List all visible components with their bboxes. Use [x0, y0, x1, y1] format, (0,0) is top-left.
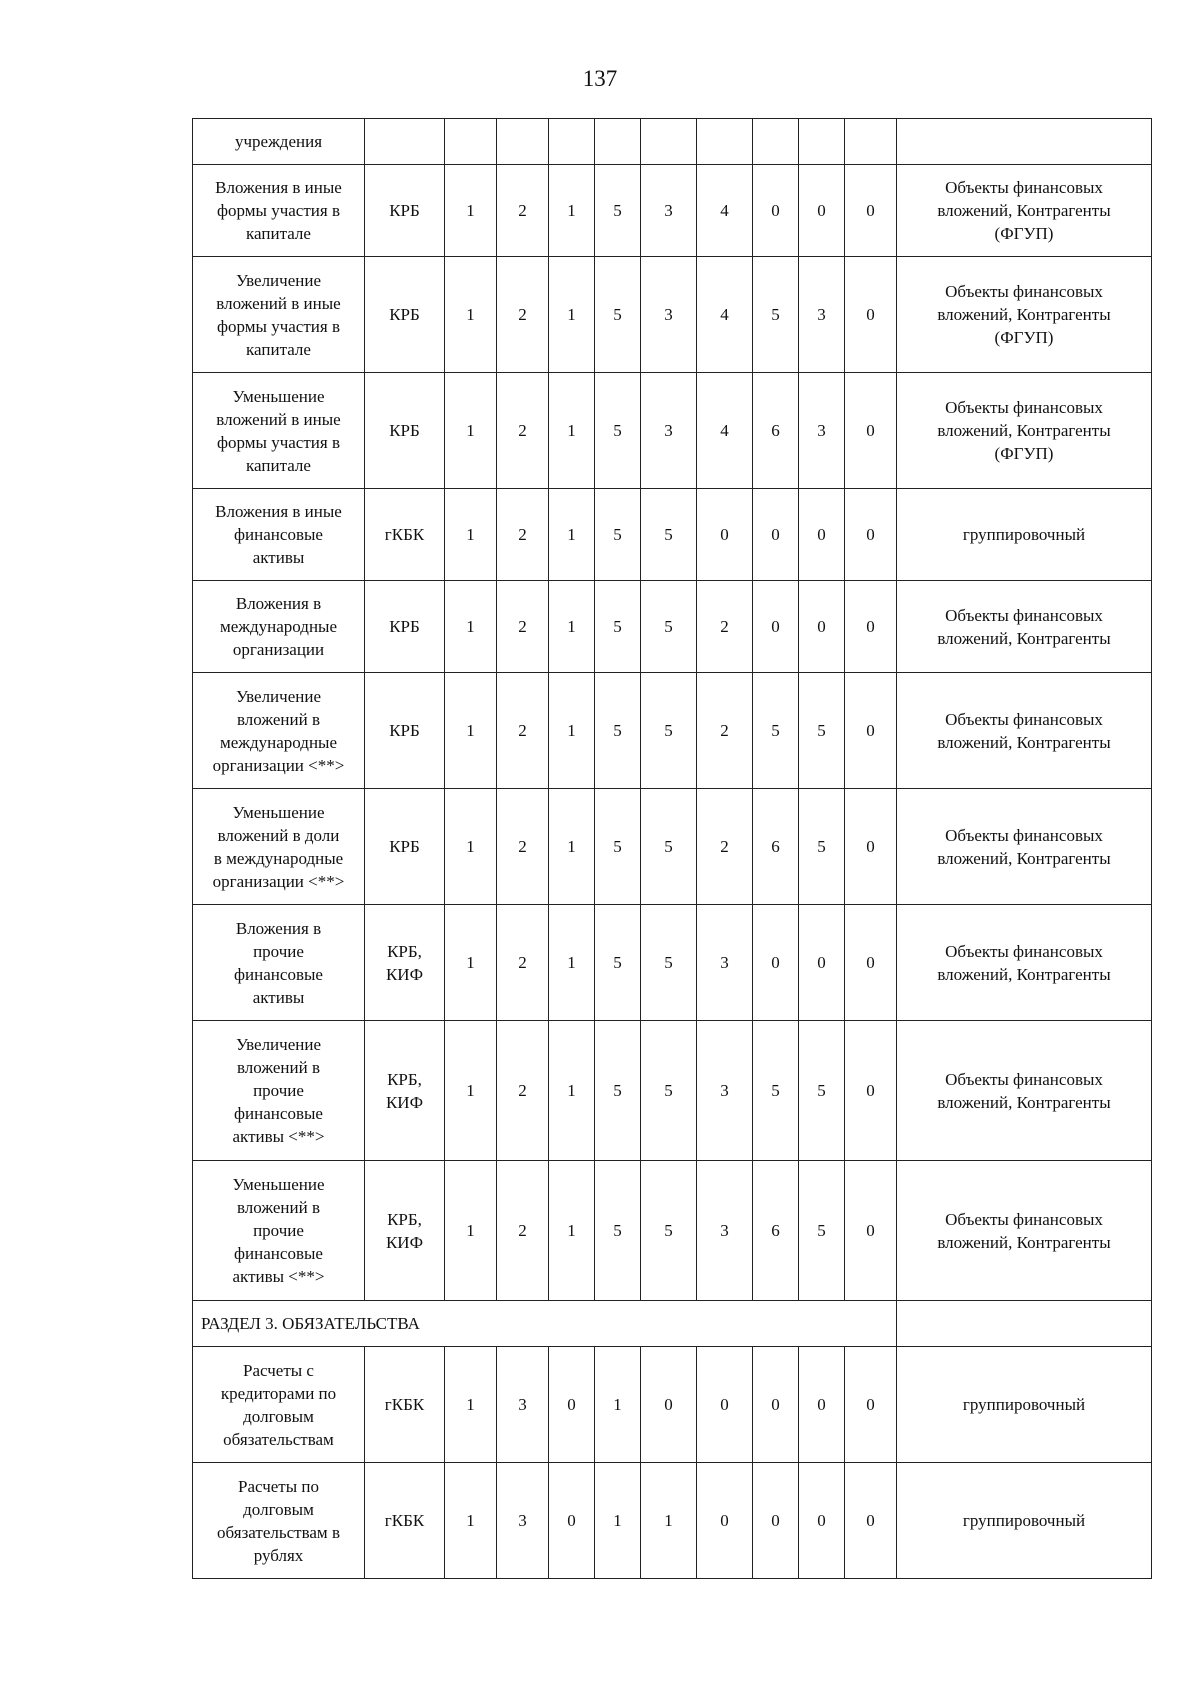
code-digit-cell: 3	[641, 165, 697, 257]
code-digit-cell: 5	[799, 673, 845, 789]
code-digit-cell: 5	[595, 373, 641, 489]
account-name-cell: Вложения в иные финансовые активы	[193, 489, 365, 581]
code-digit-cell: 1	[549, 257, 595, 373]
account-name-cell: Уменьшение вложений в доли в международные организации <**>	[193, 789, 365, 905]
table-row	[193, 257, 1152, 373]
code-digit-cell: 3	[799, 257, 845, 373]
code-digit-cell: 1	[445, 1347, 497, 1463]
account-name-cell: Расчеты по долговым обязательствам в рублях	[193, 1463, 365, 1579]
table-row	[193, 1347, 1152, 1463]
code-digit-cell: 3	[497, 1347, 549, 1463]
code-digit-cell: 2	[697, 581, 753, 673]
code-digit-cell: 0	[753, 489, 799, 581]
table-row	[193, 789, 1152, 905]
code-digit-cell: 1	[549, 489, 595, 581]
code-digit-cell: 1	[445, 905, 497, 1021]
account-name-cell: Увеличение вложений в иные формы участия в капитале	[193, 257, 365, 373]
code-type-cell: КРБ	[365, 673, 445, 789]
code-digit-cell: 5	[799, 789, 845, 905]
code-digit-cell	[497, 119, 549, 165]
code-digit-cell: 5	[753, 1021, 799, 1161]
code-digit-cell: 5	[595, 165, 641, 257]
code-digit-cell: 2	[497, 1021, 549, 1161]
analytics-note-cell: группировочный	[897, 489, 1152, 581]
code-digit-cell: 5	[799, 1161, 845, 1301]
code-digit-cell: 0	[845, 673, 897, 789]
code-digit-cell: 5	[641, 1161, 697, 1301]
code-digit-cell: 5	[595, 1161, 641, 1301]
code-digit-cell: 2	[497, 581, 549, 673]
code-digit-cell: 0	[641, 1347, 697, 1463]
analytics-note-cell: Объекты финансовых вложений, Контрагенты	[897, 1021, 1152, 1161]
analytics-note-cell: Объекты финансовых вложений, Контрагенты	[897, 581, 1152, 673]
code-digit-cell: 6	[753, 1161, 799, 1301]
code-digit-cell: 0	[753, 581, 799, 673]
table-row	[193, 119, 1152, 165]
code-digit-cell: 4	[697, 165, 753, 257]
table-body	[193, 119, 1152, 1579]
code-digit-cell: 0	[845, 1463, 897, 1579]
code-digit-cell: 2	[697, 673, 753, 789]
code-digit-cell: 2	[497, 373, 549, 489]
code-digit-cell: 1	[445, 257, 497, 373]
analytics-note-cell: группировочный	[897, 1463, 1152, 1579]
code-digit-cell: 5	[595, 257, 641, 373]
code-digit-cell: 5	[641, 489, 697, 581]
code-digit-cell: 1	[445, 581, 497, 673]
code-digit-cell: 0	[753, 1347, 799, 1463]
table-row	[193, 673, 1152, 789]
code-digit-cell: 0	[799, 1347, 845, 1463]
code-digit-cell: 0	[799, 905, 845, 1021]
code-digit-cell: 2	[497, 905, 549, 1021]
code-type-cell: гКБК	[365, 1347, 445, 1463]
code-digit-cell: 1	[445, 789, 497, 905]
table-row	[193, 905, 1152, 1021]
table-row	[193, 373, 1152, 489]
code-digit-cell: 0	[799, 581, 845, 673]
analytics-note-cell	[897, 119, 1152, 165]
code-digit-cell: 0	[799, 1463, 845, 1579]
code-digit-cell: 1	[549, 1021, 595, 1161]
analytics-note-cell: Объекты финансовых вложений, Контрагенты	[897, 905, 1152, 1021]
section-row	[193, 1301, 1152, 1347]
code-digit-cell: 5	[595, 489, 641, 581]
code-digit-cell: 6	[753, 373, 799, 489]
code-type-cell	[365, 119, 445, 165]
code-type-cell: КРБ	[365, 257, 445, 373]
account-name-cell: учреждения	[193, 119, 365, 165]
code-digit-cell: 0	[845, 373, 897, 489]
analytics-note-cell: Объекты финансовых вложений, Контрагенты	[897, 1161, 1152, 1301]
code-digit-cell: 0	[845, 789, 897, 905]
code-digit-cell: 1	[445, 489, 497, 581]
code-digit-cell: 3	[497, 1463, 549, 1579]
code-type-cell: КРБ, КИФ	[365, 1021, 445, 1161]
code-digit-cell: 2	[497, 165, 549, 257]
code-digit-cell: 0	[697, 1463, 753, 1579]
analytics-note-cell: Объекты финансовых вложений, Контрагенты (ФГУП)	[897, 257, 1152, 373]
code-digit-cell	[753, 119, 799, 165]
analytics-note-cell: группировочный	[897, 1347, 1152, 1463]
code-digit-cell: 1	[549, 673, 595, 789]
account-name-cell: Вложения в международные организации	[193, 581, 365, 673]
code-digit-cell: 5	[595, 789, 641, 905]
code-digit-cell: 1	[549, 165, 595, 257]
code-digit-cell: 5	[753, 673, 799, 789]
code-digit-cell: 2	[497, 673, 549, 789]
code-type-cell: гКБК	[365, 489, 445, 581]
code-digit-cell: 5	[595, 581, 641, 673]
code-digit-cell: 0	[753, 165, 799, 257]
code-digit-cell: 4	[697, 257, 753, 373]
account-name-cell: Расчеты с кредиторами по долговым обязательствам	[193, 1347, 365, 1463]
code-digit-cell: 0	[845, 1021, 897, 1161]
table-row	[193, 1463, 1152, 1579]
code-digit-cell: 5	[641, 905, 697, 1021]
code-digit-cell: 0	[845, 1161, 897, 1301]
code-digit-cell: 0	[845, 257, 897, 373]
code-digit-cell: 5	[595, 905, 641, 1021]
code-digit-cell: 3	[697, 1161, 753, 1301]
analytics-note-cell: Объекты финансовых вложений, Контрагенты	[897, 789, 1152, 905]
account-name-cell: Уменьшение вложений в иные формы участия в капитале	[193, 373, 365, 489]
code-digit-cell: 1	[549, 581, 595, 673]
code-type-cell: КРБ, КИФ	[365, 905, 445, 1021]
note-cell	[897, 1301, 1152, 1347]
code-type-cell: КРБ	[365, 789, 445, 905]
code-digit-cell	[549, 119, 595, 165]
code-digit-cell: 3	[641, 257, 697, 373]
code-digit-cell: 1	[549, 789, 595, 905]
code-digit-cell: 3	[799, 373, 845, 489]
code-digit-cell: 2	[497, 789, 549, 905]
table-row	[193, 581, 1152, 673]
code-digit-cell: 6	[753, 789, 799, 905]
code-type-cell: КРБ, КИФ	[365, 1161, 445, 1301]
code-digit-cell: 0	[753, 1463, 799, 1579]
code-digit-cell: 3	[641, 373, 697, 489]
analytics-note-cell: Объекты финансовых вложений, Контрагенты (ФГУП)	[897, 373, 1152, 489]
code-digit-cell: 5	[641, 1021, 697, 1161]
code-digit-cell: 4	[697, 373, 753, 489]
code-digit-cell: 0	[549, 1347, 595, 1463]
code-digit-cell	[641, 119, 697, 165]
code-digit-cell	[595, 119, 641, 165]
code-digit-cell: 2	[697, 789, 753, 905]
account-name-cell: Уменьшение вложений в прочие финансовые активы <**>	[193, 1161, 365, 1301]
code-type-cell: гКБК	[365, 1463, 445, 1579]
code-digit-cell: 1	[595, 1463, 641, 1579]
code-digit-cell: 5	[595, 673, 641, 789]
code-digit-cell: 1	[595, 1347, 641, 1463]
code-digit-cell: 2	[497, 489, 549, 581]
code-digit-cell: 5	[799, 1021, 845, 1161]
code-digit-cell: 0	[799, 489, 845, 581]
code-digit-cell: 1	[445, 673, 497, 789]
code-digit-cell: 1	[445, 1463, 497, 1579]
code-digit-cell: 5	[641, 789, 697, 905]
account-name-cell: Вложения в иные формы участия в капитале	[193, 165, 365, 257]
code-digit-cell: 1	[549, 1161, 595, 1301]
code-digit-cell: 0	[799, 165, 845, 257]
analytics-note-cell: Объекты финансовых вложений, Контрагенты	[897, 673, 1152, 789]
table-row	[193, 165, 1152, 257]
code-digit-cell: 1	[549, 905, 595, 1021]
analytics-note-cell: Объекты финансовых вложений, Контрагенты (ФГУП)	[897, 165, 1152, 257]
code-digit-cell: 0	[549, 1463, 595, 1579]
code-digit-cell: 0	[697, 1347, 753, 1463]
code-digit-cell: 2	[497, 1161, 549, 1301]
code-digit-cell: 3	[697, 1021, 753, 1161]
accounts-table	[192, 118, 1152, 1579]
account-name-cell: Увеличение вложений в прочие финансовые активы <**>	[193, 1021, 365, 1161]
code-digit-cell	[799, 119, 845, 165]
code-digit-cell: 0	[845, 1347, 897, 1463]
code-type-cell: КРБ	[365, 165, 445, 257]
code-digit-cell: 0	[845, 489, 897, 581]
code-digit-cell: 0	[753, 905, 799, 1021]
code-digit-cell: 5	[595, 1021, 641, 1161]
account-name-cell: Увеличение вложений в международные организации <**>	[193, 673, 365, 789]
code-digit-cell: 1	[445, 1021, 497, 1161]
code-digit-cell: 2	[497, 257, 549, 373]
code-digit-cell: 5	[641, 581, 697, 673]
code-digit-cell: 3	[697, 905, 753, 1021]
code-digit-cell: 1	[549, 373, 595, 489]
table-row	[193, 489, 1152, 581]
section-title: РАЗДЕЛ 3. ОБЯЗАТЕЛЬСТВА	[193, 1301, 897, 1347]
code-digit-cell	[697, 119, 753, 165]
code-digit-cell: 1	[445, 1161, 497, 1301]
code-type-cell: КРБ	[365, 373, 445, 489]
code-digit-cell	[845, 119, 897, 165]
code-digit-cell: 5	[641, 673, 697, 789]
code-digit-cell: 0	[697, 489, 753, 581]
page-number: 137	[582, 66, 618, 91]
code-digit-cell: 1	[445, 373, 497, 489]
code-digit-cell: 0	[845, 581, 897, 673]
code-type-cell: КРБ	[365, 581, 445, 673]
table-row	[193, 1021, 1152, 1161]
code-digit-cell: 0	[845, 165, 897, 257]
account-name-cell: Вложения в прочие финансовые активы	[193, 905, 365, 1021]
code-digit-cell: 1	[641, 1463, 697, 1579]
code-digit-cell	[445, 119, 497, 165]
table-row	[193, 1161, 1152, 1301]
code-digit-cell: 5	[753, 257, 799, 373]
code-digit-cell: 0	[845, 905, 897, 1021]
code-digit-cell: 1	[445, 165, 497, 257]
